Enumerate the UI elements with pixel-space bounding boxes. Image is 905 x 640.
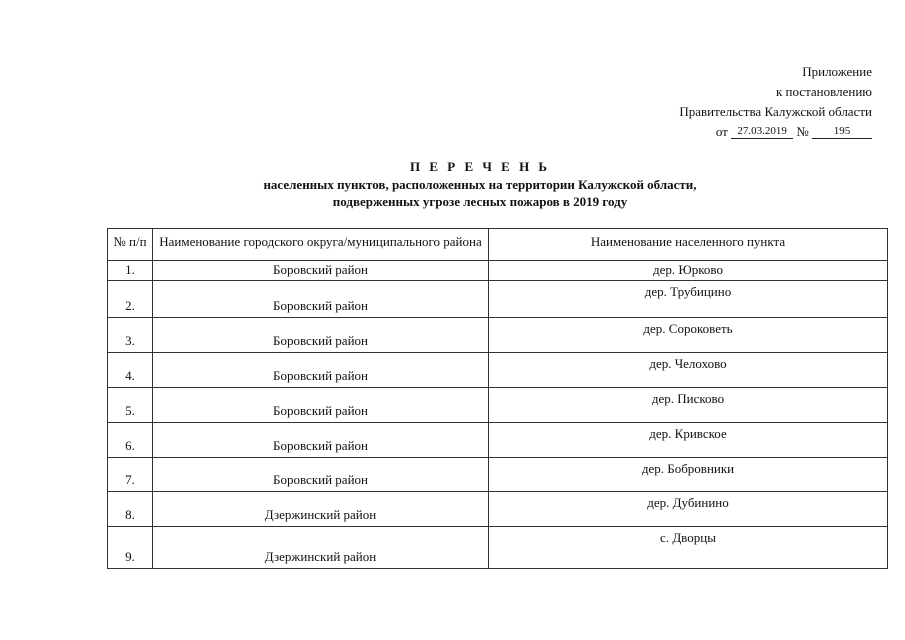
resolution-date: 27.03.2019 (731, 125, 793, 139)
row-num: 7. (108, 458, 153, 492)
appendix-resolution: к постановлению (775, 84, 872, 99)
header-settlement: Наименование населенного пункта (489, 229, 888, 261)
row-settlement: дер. Юрково (489, 261, 888, 281)
number-prefix: № (796, 124, 809, 139)
table-row (108, 423, 888, 458)
row-num: 6. (108, 423, 153, 458)
row-district: Боровский район (153, 281, 489, 318)
row-district: Боровский район (153, 458, 489, 492)
row-settlement: дер. Дубинино (489, 492, 888, 527)
table-row (108, 458, 888, 492)
row-num: 4. (108, 353, 153, 388)
date-prefix: от (715, 124, 728, 139)
table-row (108, 261, 888, 281)
row-district: Боровский район (153, 261, 489, 281)
row-num: 5. (108, 388, 153, 423)
row-district: Дзержинский район (153, 492, 489, 527)
table-row (108, 388, 888, 423)
table-row (108, 318, 888, 353)
row-settlement: дер. Сороковеть (489, 318, 888, 353)
row-settlement: с. Дворцы (489, 527, 888, 569)
appendix-date-line (679, 122, 872, 142)
appendix-title: Приложение (802, 64, 872, 79)
row-settlement: дер. Трубицино (489, 281, 888, 318)
row-settlement: дер. Челохово (489, 353, 888, 388)
title-line-1: населенных пунктов, расположенных на территории Калужской области, (263, 177, 697, 192)
table-row (108, 353, 888, 388)
table-row (108, 281, 888, 318)
header-num: № п/п (108, 229, 153, 261)
table-row (108, 492, 888, 527)
header-district: Наименование городского округа/муниципального района (153, 229, 489, 261)
row-num: 9. (108, 527, 153, 569)
row-settlement: дер. Бобровники (489, 458, 888, 492)
row-district: Боровский район (153, 388, 489, 423)
title-line-2: подверженных угрозе лесных пожаров в 2019 году (332, 194, 628, 209)
settlements-table (107, 228, 888, 569)
table-header-row (108, 229, 888, 261)
document-title (190, 158, 770, 210)
row-num: 1. (108, 261, 153, 281)
row-num: 8. (108, 492, 153, 527)
row-num: 2. (108, 281, 153, 318)
row-settlement: дер. Кривское (489, 423, 888, 458)
row-district: Боровский район (153, 318, 489, 353)
row-settlement: дер. Писково (489, 388, 888, 423)
resolution-number: 195 (812, 125, 872, 139)
row-district: Дзержинский район (153, 527, 489, 569)
row-district: Боровский район (153, 353, 489, 388)
appendix-government: Правительства Калужской области (679, 104, 872, 119)
row-num: 3. (108, 318, 153, 353)
table-row (108, 527, 888, 569)
row-district: Боровский район (153, 423, 489, 458)
title-heading: П Е Р Е Ч Е Н Ь (409, 159, 551, 174)
appendix-block (679, 62, 872, 142)
